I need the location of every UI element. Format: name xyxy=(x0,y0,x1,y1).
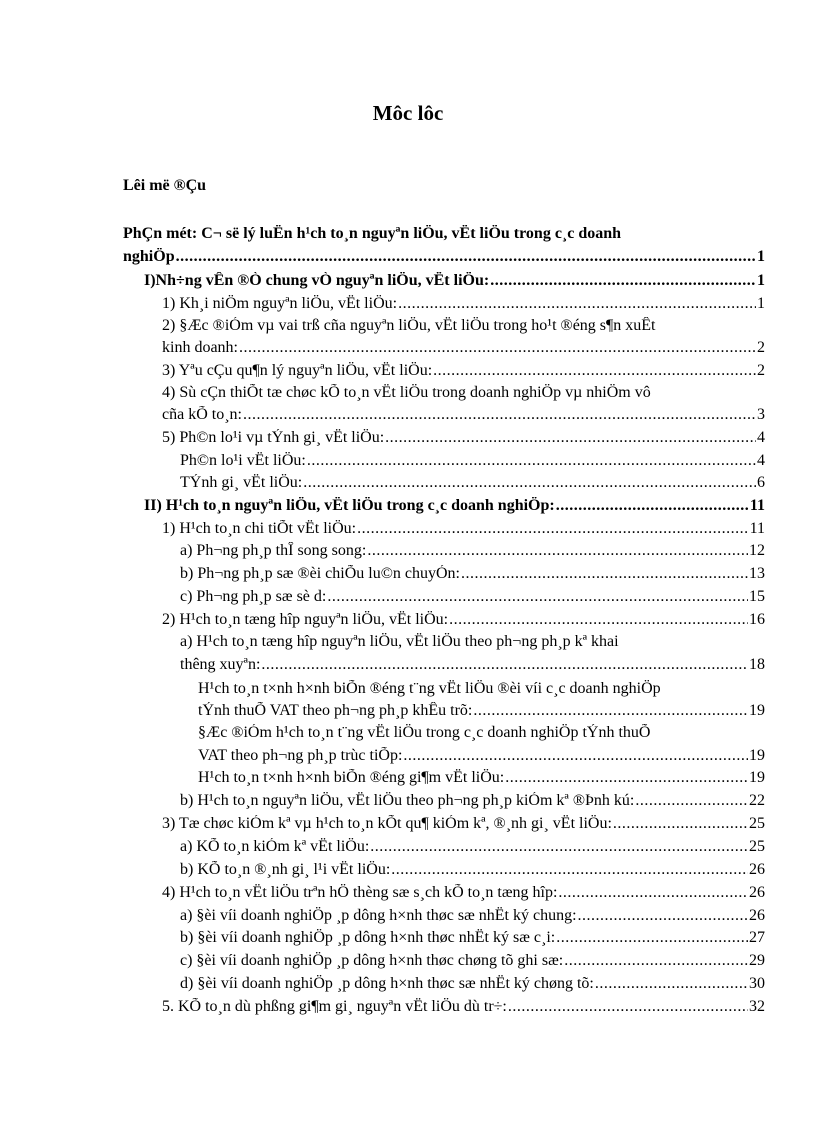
toc-entry[interactable] xyxy=(180,542,765,560)
toc-entry-label: a) Ph¬ng ph¸p thÎ song song: xyxy=(180,542,367,559)
toc-entry-page: 26 xyxy=(749,884,765,901)
toc-entry-page: 30 xyxy=(749,975,765,992)
toc-entry-label: 1) Kh¸i niÖm nguyªn liÖu, vËt liÖu: xyxy=(162,295,398,312)
toc-entry[interactable] xyxy=(180,907,765,925)
dot-leader xyxy=(370,838,748,856)
toc-entry[interactable] xyxy=(162,815,765,833)
toc-entry-page: 25 xyxy=(749,838,765,855)
dot-leader xyxy=(327,588,748,606)
dot-leader xyxy=(357,520,748,538)
toc-entry[interactable] xyxy=(162,520,765,538)
toc-entry-label: kinh doanh: xyxy=(162,339,238,356)
dot-leader xyxy=(303,474,756,492)
toc-entry-page: 4 xyxy=(757,452,765,469)
toc-entry-label: 2) H¹ch to¸n tæng hîp nguyªn liÖu, vËt liÖu: xyxy=(162,611,449,628)
toc-entry-label: PhÇn mét: C¬ së lý luËn h¹ch to¸n nguyªn liÖu, vËt liÖu trong c¸c doanh xyxy=(123,225,622,242)
toc-entry-label: 5. KÕ to¸n dù phßng gi¶m gi¸ nguyªn vËt liÖu dù tr÷: xyxy=(162,998,507,1015)
toc-entry-page: 32 xyxy=(749,998,765,1015)
toc-entry[interactable] xyxy=(180,656,765,674)
toc-entry-label: 3) Yªu cÇu qu¶n lý nguyªn liÖu, vËt liÖu: xyxy=(162,362,433,379)
dot-leader xyxy=(433,362,756,380)
toc-entry-page: 13 xyxy=(749,565,765,582)
toc-entry-label: thêng xuyªn: xyxy=(180,656,261,673)
toc-entry-label: b) H¹ch to¸n nguyªn liÖu, vËt liÖu theo ph¬ng ph¸p kiÓm kª ®Þnh kú: xyxy=(180,792,635,809)
toc-entry-page: 19 xyxy=(749,769,765,786)
toc-entry[interactable] xyxy=(198,702,765,720)
dot-leader xyxy=(556,929,748,947)
toc-entry-page: 19 xyxy=(749,747,765,764)
toc-entry-page: 4 xyxy=(757,429,765,446)
toc-entry-label: 1) H¹ch to¸n chi tiÕt vËt liÖu: xyxy=(162,520,357,537)
dot-leader xyxy=(564,952,748,970)
dot-leader xyxy=(261,656,748,674)
dot-leader xyxy=(461,565,748,583)
toc-entry-page: 1 xyxy=(757,248,765,265)
toc-entry[interactable] xyxy=(198,680,765,698)
toc-entry[interactable] xyxy=(180,452,765,470)
toc-entry[interactable] xyxy=(123,225,765,243)
dot-leader xyxy=(508,998,748,1016)
dot-leader xyxy=(385,429,756,447)
toc-entry-label: c) §èi víi doanh nghiÖp ¸p dông h×nh thøc chøng tõ ghi sæ: xyxy=(180,952,564,969)
dot-leader xyxy=(635,792,748,810)
toc-entry-label: a) §èi víi doanh nghiÖp ¸p dông h×nh thøc sæ nhËt ký chung: xyxy=(180,907,577,924)
toc-entry-label: 2) §Æc ®iÓm vµ vai trß cña nguyªn liÖu, vËt liÖu trong ho¹t ®éng s¶n xuÊt xyxy=(162,317,656,334)
toc-entry-label: b) KÕ to¸n ®¸nh gi¸ l¹i vËt liÖu: xyxy=(180,861,391,878)
intro-heading: Lêi më ®Çu xyxy=(123,177,207,194)
dot-leader xyxy=(367,542,748,560)
toc-entry-page: 29 xyxy=(749,952,765,969)
toc-entry-page: 6 xyxy=(757,474,765,491)
toc-entry-page: 26 xyxy=(749,861,765,878)
toc-entry-page: 15 xyxy=(749,588,765,605)
toc-entry[interactable] xyxy=(180,588,765,606)
toc-entry[interactable] xyxy=(180,975,765,993)
toc-entry-page: 22 xyxy=(749,792,765,809)
toc-entry-page: 26 xyxy=(749,907,765,924)
toc-entry[interactable] xyxy=(162,384,765,402)
dot-leader xyxy=(595,975,748,993)
toc-entry[interactable] xyxy=(180,565,765,583)
toc-entry[interactable] xyxy=(162,611,765,629)
toc-entry-label: H¹ch to¸n t×nh h×nh biÕn ®éng t¨ng vËt liÖu ®èi víi c¸c doanh nghiÖp xyxy=(198,680,661,697)
toc-entry[interactable] xyxy=(198,747,765,765)
dot-leader xyxy=(403,747,748,765)
toc-entry-label: Ph©n lo¹i vËt liÖu: xyxy=(180,452,306,469)
toc-entry-label: 3) Tæ chøc kiÓm kª vµ h¹ch to¸n kÕt qu¶ kiÓm kª, ®¸nh gi¸ vËt liÖu: xyxy=(162,815,612,832)
toc-entry[interactable] xyxy=(198,724,765,742)
toc-entry[interactable] xyxy=(180,929,765,947)
toc-entry[interactable] xyxy=(162,406,765,424)
dot-leader xyxy=(243,406,756,424)
toc-entry-page: 16 xyxy=(749,611,765,628)
toc-entry-page: 1 xyxy=(757,272,765,289)
page-title: Môc lôc xyxy=(372,101,444,125)
toc-entry[interactable] xyxy=(180,861,765,879)
toc-entry-label: 4) Sù cÇn thiÕt tæ chøc kÕ to¸n vËt liÖu trong doanh nghiÖp vµ nhiÖm vô xyxy=(162,384,651,401)
toc-entry-page: 12 xyxy=(749,542,765,559)
toc-entry-label: b) Ph¬ng ph¸p sæ ®èi chiÕu lu©n chuyÓn: xyxy=(180,565,460,582)
toc-entry[interactable] xyxy=(162,429,765,447)
toc-entry[interactable] xyxy=(123,248,765,266)
toc-entry-page: 27 xyxy=(749,929,765,946)
toc-entry-page: 11 xyxy=(749,497,765,514)
toc-entry[interactable] xyxy=(162,295,765,313)
toc-entry[interactable] xyxy=(144,497,765,515)
toc-entry-page: 3 xyxy=(757,406,765,423)
toc-entry-label: cña kÕ to¸n: xyxy=(162,406,242,423)
toc-entry-label: §Æc ®iÓm h¹ch to¸n t¨ng vËt liÖu trong c¸c doanh nghiÖp tÝnh thuÕ xyxy=(198,724,651,741)
toc-entry-label: c) Ph¬ng ph¸p sæ sè d: xyxy=(180,588,327,605)
dot-leader xyxy=(449,611,748,629)
toc-entry-label: I)Nh÷ng vÊn ®Ò chung vÒ nguyªn liÖu, vËt liÖu: xyxy=(144,272,490,289)
toc-entry[interactable] xyxy=(198,769,765,787)
dot-leader xyxy=(613,815,748,833)
toc-entry-label: 4) H¹ch to¸n vËt liÖu trªn hÖ thèng sæ s¸ch kÕ to¸n tæng hîp: xyxy=(162,884,558,901)
toc-entry[interactable] xyxy=(180,792,765,810)
toc-entry[interactable] xyxy=(144,272,765,290)
toc-entry[interactable] xyxy=(162,362,765,380)
dot-leader xyxy=(558,884,748,902)
toc-entry-label: nghiÖp xyxy=(123,248,175,265)
dot-leader xyxy=(473,702,748,720)
toc-entry-label: 5) Ph©n lo¹i vµ tÝnh gi¸ vËt liÖu: xyxy=(162,429,385,446)
toc-entry[interactable] xyxy=(180,838,765,856)
toc-entry[interactable] xyxy=(162,317,765,335)
toc-entry[interactable] xyxy=(162,884,765,902)
toc-entry[interactable] xyxy=(180,633,765,651)
toc-entry-label: a) H¹ch to¸n tæng hîp nguyªn liÖu, vËt liÖu theo ph¬ng ph¸p kª khai xyxy=(180,633,619,650)
toc-entry-label: II) H¹ch to¸n nguyªn liÖu, vËt liÖu trong c¸c doanh nghiÖp: xyxy=(144,497,555,514)
toc-entry-page: 2 xyxy=(757,339,765,356)
dot-leader xyxy=(578,907,748,925)
dot-leader xyxy=(307,452,756,470)
toc-entry[interactable] xyxy=(180,474,765,492)
toc-entry-label: a) KÕ to¸n kiÓm kª vËt liÖu: xyxy=(180,838,370,855)
dot-leader xyxy=(239,339,756,357)
toc-entry-label: TÝnh gi¸ vËt liÖu: xyxy=(180,474,303,491)
toc-entry-page: 1 xyxy=(757,295,765,312)
toc-entry-page: 11 xyxy=(749,520,765,537)
toc-entry-page: 2 xyxy=(757,362,765,379)
toc-entry-page: 18 xyxy=(749,656,765,673)
dot-leader xyxy=(391,861,748,879)
dot-leader xyxy=(490,272,756,290)
toc-entry-label: b) §èi víi doanh nghiÖp ¸p dông h×nh thøc nhËt ký sæ c¸i: xyxy=(180,929,556,946)
toc-entry-page: 25 xyxy=(749,815,765,832)
toc-entry-label: tÝnh thuÕ VAT theo ph¬ng ph¸p khÊu trõ: xyxy=(198,702,473,719)
dot-leader xyxy=(176,248,756,266)
toc-entry-label: d) §èi víi doanh nghiÖp ¸p dông h×nh thøc sæ nhËt ký chøng tõ: xyxy=(180,975,594,992)
toc-entry-label: VAT theo ph¬ng ph¸p trùc tiÕp: xyxy=(198,747,403,764)
dot-leader xyxy=(505,769,748,787)
toc-entry[interactable] xyxy=(162,339,765,357)
toc-entry-page: 19 xyxy=(749,702,765,719)
dot-leader xyxy=(398,295,756,313)
dot-leader xyxy=(556,497,749,515)
toc-entry-label: H¹ch to¸n t×nh h×nh biÕn ®éng gi¶m vËt liÖu: xyxy=(198,769,505,786)
toc-entry[interactable] xyxy=(162,998,765,1016)
toc-entry[interactable] xyxy=(180,952,765,970)
